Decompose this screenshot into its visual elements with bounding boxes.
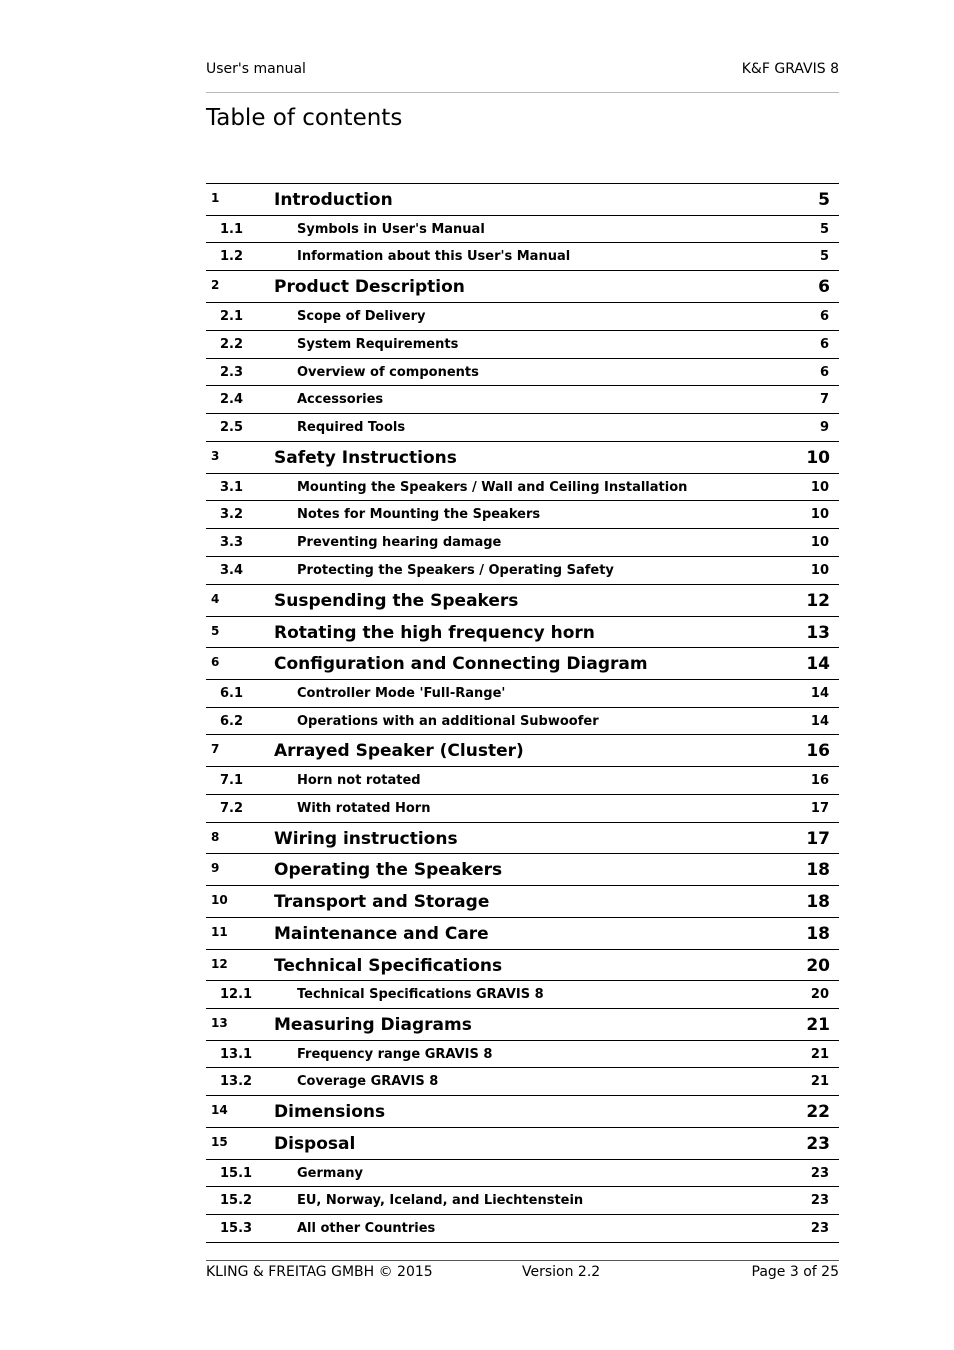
toc-section-row[interactable]	[206, 216, 839, 244]
toc-entry-page: 5	[819, 221, 829, 237]
toc-entry-title[interactable]: Dimensions	[274, 1102, 386, 1123]
toc-entry-number: 7.1	[220, 773, 244, 789]
toc-chapter-row[interactable]	[206, 648, 839, 680]
toc-entry-page: 7	[819, 392, 829, 408]
toc-entry-page: 20	[806, 955, 830, 976]
toc-entry-number: 12	[211, 956, 228, 971]
toc-entry-number: 3.2	[220, 507, 244, 523]
toc-entry-page: 21	[806, 1015, 830, 1035]
toc-entry-page: 17	[806, 828, 830, 849]
toc-entry-number: 2.1	[220, 308, 244, 324]
toc-section-row[interactable]	[206, 557, 839, 585]
toc-section-row[interactable]	[206, 1187, 839, 1215]
toc-section-row[interactable]	[206, 1068, 839, 1096]
toc-entry-number: 6.1	[220, 685, 244, 701]
toc-section-row[interactable]	[206, 243, 839, 271]
toc-entry-page: 23	[810, 1221, 829, 1237]
toc-section-row[interactable]	[206, 303, 839, 331]
toc-entry-number: 13.1	[220, 1046, 253, 1062]
toc-entry-number: 9	[211, 861, 220, 876]
toc-entry-title[interactable]: Arrayed Speaker (Cluster)	[274, 741, 524, 762]
header-divider	[206, 92, 839, 93]
toc-entry-title[interactable]: Technical Specifications GRAVIS 8	[297, 987, 544, 1003]
toc-entry-page: 21	[810, 1046, 829, 1062]
toc-entry-title[interactable]: Information about this User's Manual	[297, 249, 571, 265]
toc-entry-title[interactable]: Suspending the Speakers	[274, 590, 519, 611]
toc-section-row[interactable]	[206, 981, 839, 1009]
toc-chapter-row[interactable]	[206, 271, 839, 303]
toc-entry-title[interactable]: All other Countries	[297, 1221, 436, 1237]
toc-section-row[interactable]	[206, 1041, 839, 1069]
toc-entry-number: 13.2	[220, 1074, 253, 1090]
toc-entry-page: 18	[806, 860, 830, 881]
toc-entry-page: 16	[810, 773, 829, 789]
toc-entry-title[interactable]: Symbols in User's Manual	[297, 221, 485, 237]
toc-entry-page: 23	[806, 1133, 830, 1154]
toc-entry-page: 23	[810, 1165, 829, 1181]
toc-entry-title[interactable]: Configuration and Connecting Diagram	[274, 654, 648, 675]
toc-entry-page: 9	[819, 420, 829, 436]
toc-chapter-row[interactable]	[206, 1009, 839, 1041]
toc-entry-number: 2.4	[220, 392, 244, 408]
toc-entry-title[interactable]: Rotating the high frequency horn	[274, 622, 595, 643]
toc-entry-title[interactable]: Protecting the Speakers / Operating Safety	[297, 563, 614, 579]
toc-entry-page: 6	[819, 308, 829, 324]
toc-entry-title[interactable]: Operating the Speakers	[274, 860, 503, 881]
toc-chapter-row[interactable]	[206, 442, 839, 474]
toc-entry-number: 6.2	[220, 713, 244, 729]
toc-entry-page: 21	[810, 1074, 829, 1090]
footer-version: Version 2.2	[522, 1264, 601, 1280]
toc-entry-title[interactable]: Operations with an additional Subwoofer	[297, 713, 599, 729]
toc-entry-number: 2.2	[220, 336, 244, 352]
toc-entry-page: 16	[806, 741, 830, 762]
toc-entry-title[interactable]: Safety Instructions	[274, 447, 457, 468]
toc-entry-title[interactable]: Technical Specifications	[274, 955, 503, 976]
toc-entry-title[interactable]: Controller Mode 'Full-Range'	[297, 685, 506, 701]
toc-entry-number: 7	[211, 742, 220, 757]
toc-entry-number: 3.1	[220, 479, 244, 495]
toc-entry-number: 7.2	[220, 800, 244, 816]
toc-chapter-row[interactable]	[206, 918, 839, 950]
toc-entry-page: 12	[806, 590, 830, 611]
toc-entry-title[interactable]: Notes for Mounting the Speakers	[297, 507, 541, 523]
toc-chapter-row[interactable]	[206, 184, 839, 216]
toc-entry-title[interactable]: Wiring instructions	[274, 828, 458, 849]
toc-chapter-row[interactable]	[206, 617, 839, 649]
toc-entry-number: 14	[211, 1103, 228, 1118]
toc-entry-number: 5	[211, 623, 220, 638]
toc-chapter-row[interactable]	[206, 585, 839, 617]
toc-section-row[interactable]	[206, 708, 839, 736]
toc-entry-page: 6	[818, 277, 830, 298]
toc-entry-title[interactable]: Overview of components	[297, 364, 479, 380]
toc-entry-number: 3.4	[220, 563, 244, 579]
toc-section-row[interactable]	[206, 359, 839, 387]
toc-entry-number: 2.3	[220, 364, 244, 380]
page-footer	[206, 1264, 839, 1284]
toc-entry-page: 20	[810, 987, 829, 1003]
toc-entry-number: 12.1	[220, 987, 253, 1003]
header-manual-label: User's manual	[206, 61, 306, 77]
toc-entry-page: 14	[806, 654, 830, 675]
toc-entry-title[interactable]: With rotated Horn	[297, 800, 431, 816]
toc-entry-page: 14	[810, 685, 829, 701]
header-product-label: K&F GRAVIS 8	[741, 61, 839, 77]
footer-divider	[206, 1260, 839, 1261]
toc-entry-page: 10	[810, 479, 829, 495]
toc-entry-page: 23	[810, 1193, 829, 1209]
toc-entry-page: 10	[806, 447, 830, 468]
toc-entry-page: 5	[818, 190, 830, 210]
toc-section-row[interactable]	[206, 331, 839, 359]
toc-entry-title[interactable]: Horn not rotated	[297, 773, 421, 789]
toc-section-row[interactable]	[206, 529, 839, 557]
toc-entry-title[interactable]: System Requirements	[297, 336, 459, 352]
toc-section-row[interactable]	[206, 795, 839, 823]
toc-entry-number: 8	[211, 829, 220, 844]
toc-entry-title[interactable]: Preventing hearing damage	[297, 535, 502, 551]
toc-chapter-row[interactable]	[206, 854, 839, 886]
toc-section-row[interactable]	[206, 1160, 839, 1188]
toc-entry-page: 10	[810, 563, 829, 579]
toc-entry-page: 18	[806, 923, 830, 944]
page-header	[206, 61, 839, 81]
toc-section-row[interactable]	[206, 680, 839, 708]
toc-entry-page: 22	[806, 1102, 830, 1123]
toc-section-row[interactable]	[206, 501, 839, 529]
toc-entry-title[interactable]: Mounting the Speakers / Wall and Ceiling Installation	[297, 479, 688, 495]
toc-entry-number: 2	[211, 278, 220, 293]
toc-entry-title[interactable]: Germany	[297, 1165, 363, 1181]
toc-entry-title[interactable]: Required Tools	[297, 420, 406, 436]
toc-entry-number: 13	[211, 1016, 228, 1030]
toc-entry-number: 15	[211, 1134, 228, 1149]
footer-page-number: Page 3 of 25	[751, 1264, 839, 1280]
toc-section-row[interactable]	[206, 386, 839, 414]
toc-section-row[interactable]	[206, 1215, 839, 1243]
toc-section-row[interactable]	[206, 767, 839, 795]
toc-entry-number: 4	[211, 591, 220, 606]
toc-entry-title[interactable]: Measuring Diagrams	[274, 1015, 472, 1035]
toc-entry-page: 17	[810, 800, 829, 816]
toc-entry-number: 2.5	[220, 420, 244, 436]
page-title: Table of contents	[206, 105, 403, 131]
toc-chapter-row[interactable]	[206, 950, 839, 982]
toc-chapter-row[interactable]	[206, 735, 839, 767]
toc-entry-page: 14	[810, 713, 829, 729]
toc-entry-page: 18	[806, 892, 830, 913]
toc-entry-title[interactable]: Transport and Storage	[274, 892, 490, 913]
footer-copyright: KLING & FREITAG GMBH © 2015	[206, 1264, 433, 1280]
toc-entry-number: 3.3	[220, 535, 244, 551]
toc-chapter-row[interactable]	[206, 1096, 839, 1128]
toc-section-row[interactable]	[206, 414, 839, 442]
toc-entry-page: 6	[819, 336, 829, 352]
toc-entry-number: 10	[211, 893, 228, 908]
toc-entry-number: 15.2	[220, 1193, 253, 1209]
toc-entry-number: 1.2	[220, 249, 244, 265]
toc-entry-page: 10	[810, 507, 829, 523]
toc-entry-title[interactable]: Scope of Delivery	[297, 308, 426, 324]
toc-entry-page: 6	[819, 364, 829, 380]
toc-entry-title[interactable]: Maintenance and Care	[274, 923, 489, 944]
toc-entry-title[interactable]: Introduction	[274, 190, 393, 210]
toc-chapter-row[interactable]	[206, 1128, 839, 1160]
toc-entry-title[interactable]: Disposal	[274, 1133, 356, 1154]
toc-entry-title[interactable]: Frequency range GRAVIS 8	[297, 1046, 493, 1062]
toc-entry-title[interactable]: Coverage GRAVIS 8	[297, 1074, 439, 1090]
toc-entry-number: 1.1	[220, 221, 244, 237]
toc-entry-title[interactable]: Product Description	[274, 277, 465, 298]
toc-entry-page: 5	[819, 249, 829, 265]
table-of-contents	[206, 183, 839, 1243]
toc-chapter-row[interactable]	[206, 886, 839, 918]
toc-entry-number: 11	[211, 924, 228, 939]
toc-entry-number: 6	[211, 655, 220, 670]
toc-entry-number: 15.3	[220, 1221, 253, 1237]
toc-entry-number: 1	[211, 191, 220, 205]
toc-entry-page: 13	[806, 622, 830, 643]
toc-entry-number: 3	[211, 448, 220, 463]
toc-chapter-row[interactable]	[206, 823, 839, 855]
toc-entry-title[interactable]: EU, Norway, Iceland, and Liechtenstein	[297, 1193, 584, 1209]
toc-entry-number: 15.1	[220, 1165, 253, 1181]
toc-entry-title[interactable]: Accessories	[297, 392, 384, 408]
toc-section-row[interactable]	[206, 474, 839, 502]
toc-entry-page: 10	[810, 535, 829, 551]
